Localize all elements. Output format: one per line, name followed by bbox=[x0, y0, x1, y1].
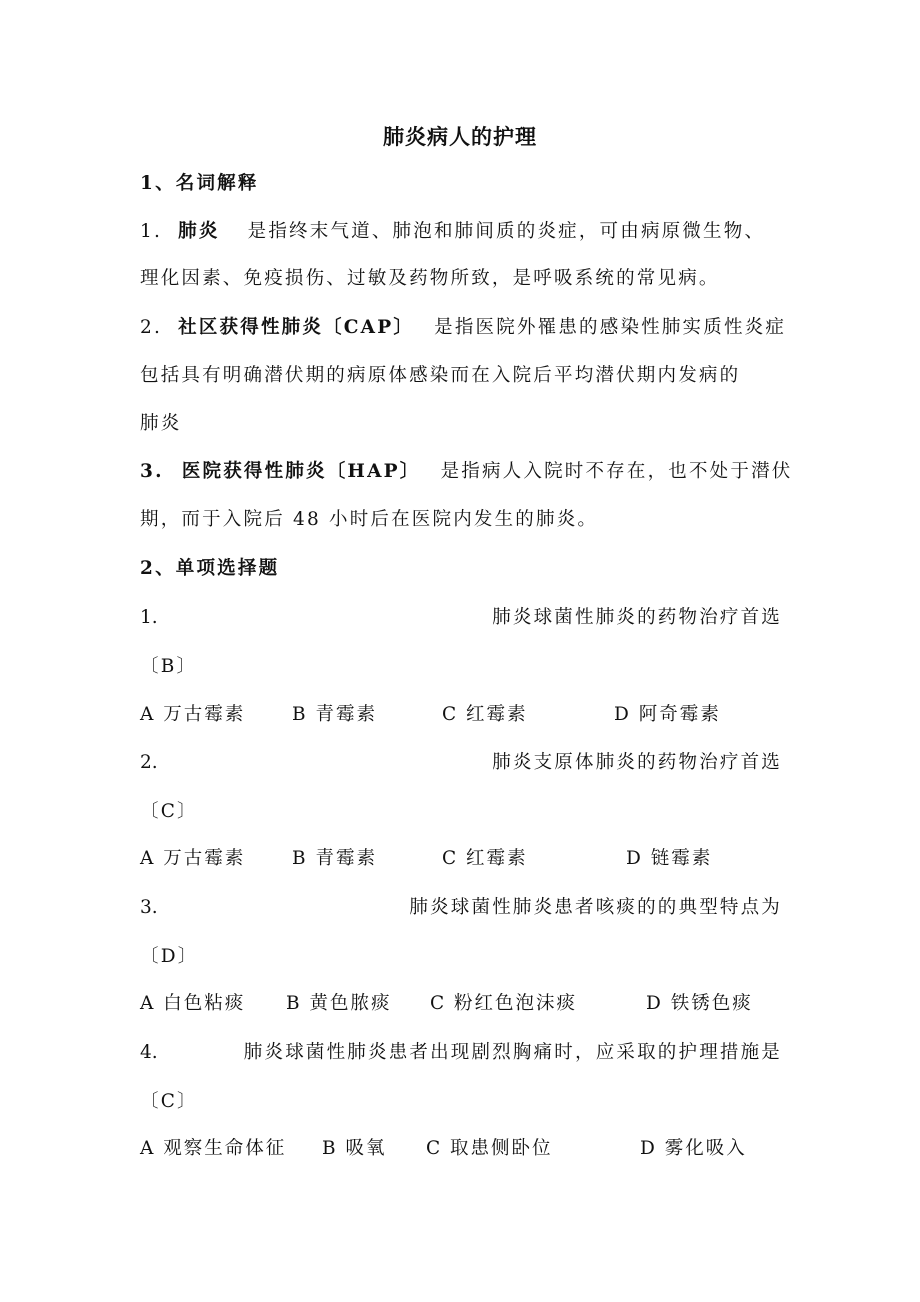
question-text: 肺炎球菌性肺炎患者出现剧烈胸痛时，应采取的护理措施是 bbox=[243, 1042, 782, 1063]
options-3 bbox=[140, 991, 780, 1017]
definition-2-cont: 包括具有明确潜伏期的病原体感染而在入院后平均潜伏期内发病的 bbox=[140, 365, 741, 386]
option-d: D 链霉素 bbox=[626, 848, 713, 869]
option-c: C 粉红色泡沫痰 bbox=[430, 993, 578, 1014]
question-text: 肺炎球菌性肺炎的药物治疗首选 bbox=[492, 607, 782, 628]
answer-2: 〔C〕 bbox=[140, 801, 198, 822]
option-b: B 吸氧 bbox=[322, 1138, 387, 1159]
definition-number: 1. bbox=[140, 221, 163, 242]
option-c: C 红霉素 bbox=[442, 704, 528, 725]
options-1 bbox=[140, 702, 780, 728]
definition-3 bbox=[140, 459, 792, 485]
options-4 bbox=[140, 1136, 780, 1162]
option-c: C 红霉素 bbox=[442, 848, 528, 869]
definition-2 bbox=[140, 315, 786, 341]
question-text: 肺炎支原体肺炎的药物治疗首选 bbox=[492, 752, 782, 773]
option-d: D 雾化吸入 bbox=[640, 1138, 747, 1159]
question-number: 3. bbox=[140, 897, 158, 918]
options-2 bbox=[140, 846, 780, 872]
option-b: B 黄色脓痰 bbox=[286, 993, 392, 1014]
definition-number: 2. bbox=[140, 317, 163, 338]
question-number: 1. bbox=[140, 607, 158, 628]
page-title: 肺炎病人的护理 bbox=[383, 124, 537, 149]
definition-1 bbox=[140, 219, 765, 245]
question-1 bbox=[140, 605, 782, 631]
option-c: C 取患侧卧位 bbox=[426, 1138, 553, 1159]
question-text: 肺炎球菌性肺炎患者咳痰的的典型特点为 bbox=[409, 897, 782, 918]
answer-1: 〔B〕 bbox=[140, 656, 198, 677]
option-a: A 观察生命体征 bbox=[140, 1138, 287, 1159]
question-3 bbox=[140, 895, 782, 921]
definition-number: 3. bbox=[140, 461, 164, 482]
question-number: 4. bbox=[140, 1042, 158, 1063]
definition-2-cont-2: 肺炎 bbox=[140, 413, 182, 434]
definition-text: 是指病人入院时不存在，也不处于潜伏 bbox=[440, 461, 793, 482]
answer-3: 〔D〕 bbox=[140, 946, 199, 967]
option-a: A 白色粘痰 bbox=[140, 993, 246, 1014]
question-4 bbox=[140, 1040, 782, 1066]
section-heading-definitions: 1、名词解释 bbox=[140, 173, 259, 194]
definition-term: 医院获得性肺炎〔HAP〕 bbox=[181, 461, 421, 482]
section-heading-multiple-choice: 2、单项选择题 bbox=[140, 558, 280, 579]
definition-text: 是指终末气道、肺泡和肺间质的炎症，可由病原微生物、 bbox=[247, 221, 766, 242]
option-a: A 万古霉素 bbox=[140, 848, 246, 869]
option-d: D 铁锈色痰 bbox=[646, 993, 753, 1014]
option-d: D 阿奇霉素 bbox=[614, 704, 721, 725]
option-b: B 青霉素 bbox=[292, 704, 377, 725]
definition-text: 是指医院外罹患的感染性肺实质性炎症 bbox=[434, 317, 787, 338]
option-b: B 青霉素 bbox=[292, 848, 377, 869]
question-2 bbox=[140, 750, 782, 776]
answer-4: 〔C〕 bbox=[140, 1091, 198, 1112]
definition-term: 社区获得性肺炎〔CAP〕 bbox=[178, 317, 415, 338]
question-number: 2. bbox=[140, 752, 158, 773]
option-a: A 万古霉素 bbox=[140, 704, 246, 725]
definition-3-cont: 期，而于入院后 48 小时后在医院内发生的肺炎。 bbox=[140, 509, 599, 530]
definition-term: 肺炎 bbox=[178, 221, 220, 242]
definition-1-cont: 理化因素、免疫损伤、过敏及药物所致，是呼吸系统的常见病。 bbox=[140, 268, 720, 289]
